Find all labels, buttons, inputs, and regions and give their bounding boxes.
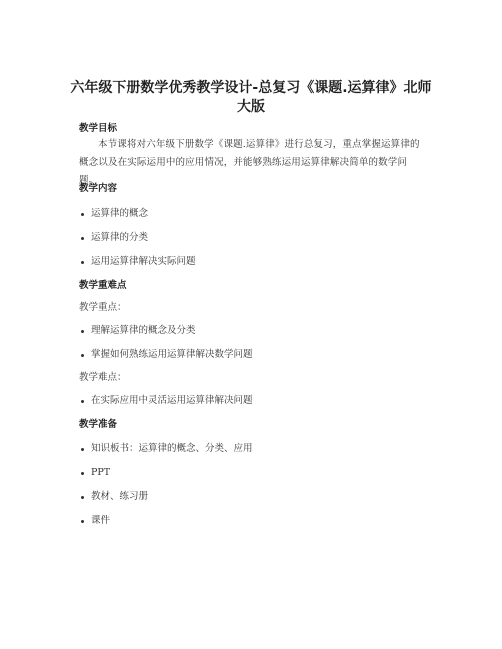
list-item <box>91 395 253 407</box>
content-heading: 教学内容 <box>79 183 118 194</box>
document-title: 六年级下册数学优秀教学设计-总复习《课题.运算律》北师大版 <box>70 80 432 115</box>
list-item-label: 在实际应用中灵活运用运算律解决问题 <box>91 395 253 406</box>
objectives-paragraph: 本节课将对六年级下册数学《课题.运算律》进行总复习，重点掌握运算律的概念以及在实际运用中的应用情况，并能够熟练运用运算律解决简单的数学问题。 <box>79 139 420 186</box>
list-item-label: 课件 <box>91 515 111 526</box>
list-item-label: 教材、练习册 <box>91 491 149 502</box>
bullet-icon <box>81 237 84 240</box>
preparation-heading: 教学准备 <box>79 419 118 430</box>
list-item <box>91 515 110 527</box>
bullet-icon <box>81 448 84 451</box>
bullet-icon <box>81 400 84 403</box>
list-item-label: 掌握如何熟练运用运算律解决数学问题 <box>91 349 253 360</box>
bullet-icon <box>81 520 84 523</box>
list-item <box>91 349 253 361</box>
objectives-heading: 教学目标 <box>79 123 118 134</box>
bullet-icon <box>81 354 84 357</box>
list-item <box>91 208 148 220</box>
bullet-icon <box>81 472 84 475</box>
list-item <box>91 491 148 503</box>
bullet-icon <box>81 330 84 333</box>
list-item-label: 知识板书：运算律的概念、分类、应用 <box>91 443 253 454</box>
list-item-label: 运算律的概念 <box>91 208 149 219</box>
list-item-label: 理解运算律的概念及分类 <box>91 325 196 336</box>
bullet-icon <box>81 261 84 264</box>
bullet-icon <box>81 496 84 499</box>
list-item <box>91 325 196 337</box>
list-item-label: 运用运算律解决实际问题 <box>91 256 196 267</box>
list-item <box>91 443 253 455</box>
key-points-heading: 教学重难点 <box>79 280 127 291</box>
difficulty-label: 教学难点： <box>79 372 127 383</box>
list-item <box>91 256 196 268</box>
focus-label: 教学重点： <box>79 302 127 313</box>
list-item-label: PPT <box>91 467 111 478</box>
list-item <box>91 467 110 479</box>
bullet-icon <box>81 213 84 216</box>
list-item <box>91 232 148 244</box>
list-item-label: 运算律的分类 <box>91 232 149 243</box>
